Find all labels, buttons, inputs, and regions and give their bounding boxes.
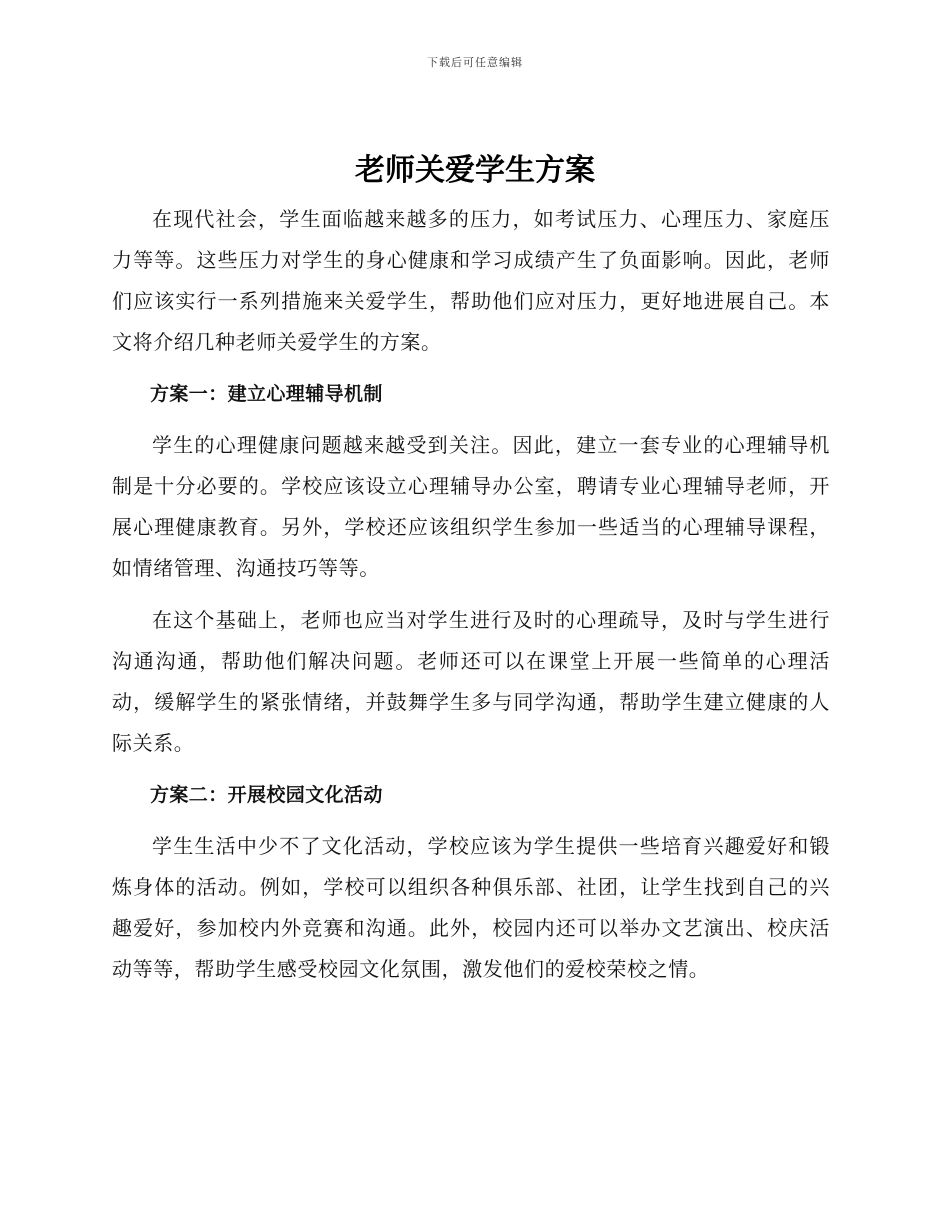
spacer — [112, 810, 830, 826]
section-1-paragraph-2: 在这个基础上，老师也应当对学生进行及时的心理疏导，及时与学生进行沟通沟通，帮助他们解决问题。老师还可以在课堂上开展一些简单的心理活动，缓解学生的紧张情绪，并鼓舞学生多与同学沟通，帮助学生建立健康的人际关系。 — [112, 608, 830, 755]
spacer — [112, 409, 830, 425]
intro-paragraph: 在现代社会，学生面临越来越多的压力，如考试压力、心理压力、家庭压力等等。这些压力对学生的身心健康和学习成绩产生了负面影响。因此，老师们应该实行一系列措施来关爱学生，帮助他们应对压力，更好地进展自己。本文将介绍几种老师关爱学生的方案。 — [112, 207, 830, 354]
section-1-paragraph-1: 学生的心理健康问题越来越受到关注。因此，建立一套专业的心理辅导机制是十分必要的。学校应该设立心理辅导办公室，聘请专业心理辅导老师，开展心理健康教育。另外，学校还应该组织学生参加一些适当的心理辅导课程，如情绪管理、沟通技巧等等。 — [112, 433, 830, 580]
section-2-paragraph-1: 学生生活中少不了文化活动，学校应该为学生提供一些培育兴趣爱好和锻炼身体的活动。例如，学校可以组织各种俱乐部、社团，让学生找到自己的兴趣爱好，参加校内外竞赛和沟通。此外，校园内还可以举办文艺演出、校庆活动等等，帮助学生感受校园文化氛围，激发他们的爱校荣校之情。 — [112, 834, 830, 981]
document-title: 老师关爱学生方案 — [355, 153, 595, 188]
section-heading-2: 方案二：开展校园文化活动 — [150, 784, 383, 806]
spacer — [112, 764, 830, 780]
section-heading-1: 方案一：建立心理辅导机制 — [150, 383, 383, 405]
spacer — [112, 363, 830, 379]
header-note: 下载后可任意编辑 — [427, 56, 523, 69]
spacer — [112, 589, 830, 600]
document-body — [112, 199, 830, 990]
